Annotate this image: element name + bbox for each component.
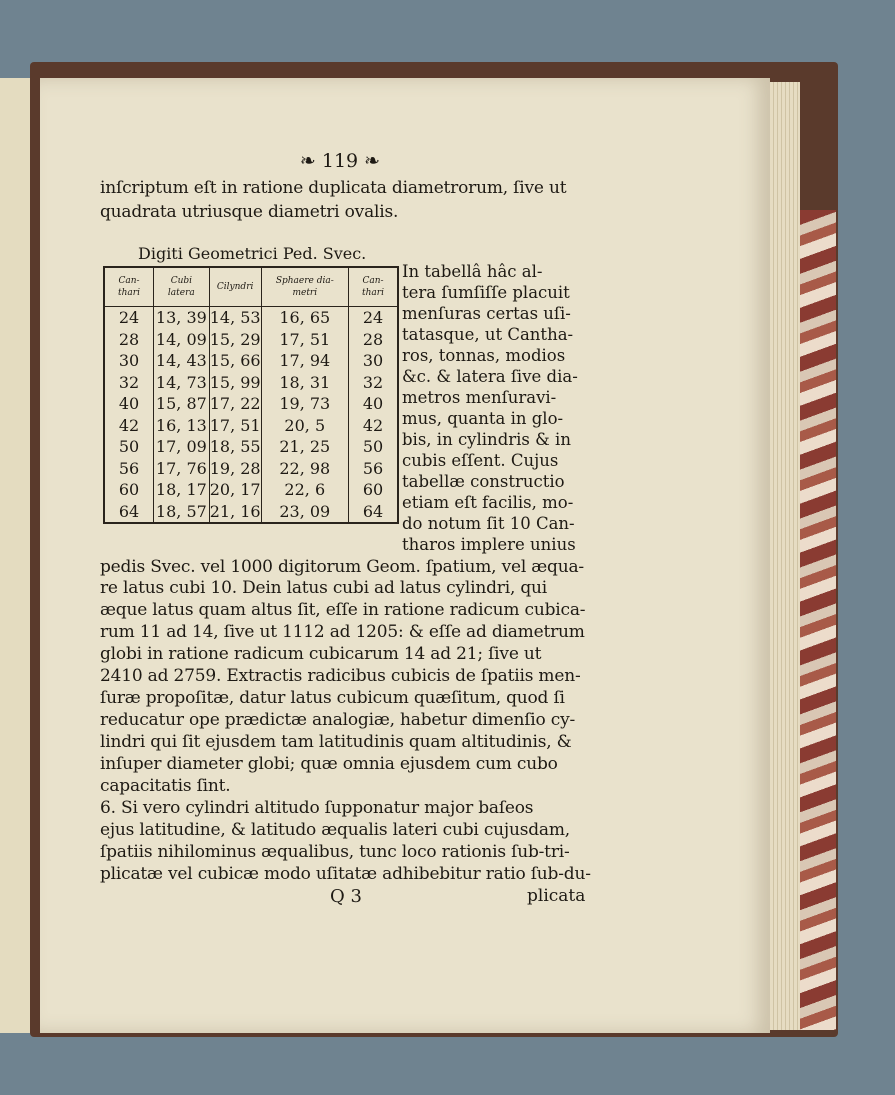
text-line: inſuper diameter globi; quæ omnia ejusdem cum cubo [100,754,558,774]
side-text-line: etiam eſt facilis, mo- [402,493,574,512]
table-cell: 56 [104,458,154,480]
side-text-line: In tabellâ hâc al- [402,262,543,281]
text-line: ſpatiis nihilominus æqualibus, tunc loco rationis ſub-tri- [100,842,570,862]
side-text-line: ros, tonnas, modios [402,346,566,365]
side-text-line: tatasque, ut Cantha- [402,325,574,344]
text-line: rum 11 ad 14, ſive ut 1112 ad 1205: & eſſe ad diametrum [100,622,585,642]
side-text-line: &c. & latera ſive dia- [402,367,578,386]
table-cell: 15, 87 [154,393,210,415]
side-text-line: cubis eſſent. Cujus [402,451,559,470]
marbled-edge [800,210,836,1030]
table-cell: 17, 51 [261,329,348,351]
table-cell: 20, 5 [261,415,348,437]
table-row [104,372,398,394]
text-line: inſcriptum eſt in ratione duplicata diametrorum, ſive ut [100,178,567,198]
table-cell: 16, 13 [154,415,210,437]
text-line: lindri qui ſit ejusdem tam latitudinis quam altitudinis, & [100,732,572,752]
page-number: 119 [321,150,359,172]
table-cell: 40 [104,393,154,415]
table-cell: 32 [104,372,154,394]
table-cell: 15, 99 [209,372,261,392]
table-cell: 18, 31 [261,372,348,394]
column-header: Can- thari [348,267,398,307]
column-header: Can- thari [104,267,154,307]
table-row [104,436,398,458]
catchword: plicata [527,886,586,906]
table-cell: 50 [104,436,154,458]
table-row [104,350,398,372]
table-cell: 32 [348,372,398,394]
table-cell: 19, 73 [261,393,348,415]
text-line: 6. Si vero cylindri altitudo ſupponatur major baſeos [100,798,534,818]
table-row [104,393,398,415]
table-cell: 42 [104,415,154,437]
side-text-line: menſuras certas uſi- [402,304,571,323]
text-line: ejus latitudine, & latitudo æqualis lateri cubi cujusdam, [100,820,570,840]
table-cell: 17, 22 [209,394,261,414]
table-cell: 40 [348,393,398,415]
text-line: plicatæ vel cubicæ modo uſitatæ adhibebitur ratio ſub-du- [100,864,591,884]
table-cell: 22, 6 [261,479,348,501]
table-cell: 30 [348,350,398,372]
table-cell: 28 [348,329,398,351]
side-text-line: do notum ſit 10 Can- [402,514,575,533]
table-row [104,501,398,524]
table-cell: 21, 25 [261,436,348,458]
page-number-header [270,150,410,172]
table-cell: 18, 55 [209,437,261,457]
text-line: 2410 ad 2759. Extractis radicibus cubicis de ſpatiis men- [100,666,581,686]
table-cell: 14, 43 [154,350,210,372]
table-cell: 64 [104,501,154,524]
table-cell: 50 [348,436,398,458]
text-line: æque latus quam altus ſit, eſſe in ratione radicum cubica- [100,600,586,620]
column-header: Cilyndri [209,267,261,307]
table-cell: 17, 76 [154,458,210,480]
table-row [104,479,398,501]
table-cell: 64 [348,501,398,524]
table-cell: 24 [348,307,398,329]
side-text-line: bis, in cylindris & in [402,430,571,449]
table-cell: 22, 98 [261,458,348,480]
table-cell: 17, 09 [154,436,210,458]
table-cell: 20, 17 [209,480,261,500]
table-cell: 21, 16 [209,501,261,524]
table-cell: 60 [104,479,154,501]
side-text-line: metros menſuravi- [402,388,557,407]
table-cell: 23, 09 [261,501,348,524]
text-line: globi in ratione radicum cubicarum 14 ad 21; ſive ut [100,644,542,664]
text-line: pedis Svec. vel 1000 digitorum Geom. ſpatium, vel æqua- [100,557,584,577]
side-text-line: mus, quanta in glo- [402,409,564,428]
text-line: re latus cubi 10. Dein latus cubi ad latus cylindri, qui [100,578,548,598]
table-cell: 28 [104,329,154,351]
table-row [104,329,398,351]
table-cell: 15, 66 [209,351,261,371]
table-cell: 18, 17 [154,479,210,501]
table-row [104,307,398,329]
table-caption: Digiti Geometrici Ped. Svec. [138,244,367,263]
table-cell: 24 [104,307,154,329]
table-cell: 14, 73 [154,372,210,394]
side-text-line: tabellæ constructio [402,472,565,491]
table-cell: 14, 53 [209,308,261,328]
side-text-line: tera ſumſiſſe placuit [402,283,570,302]
table-cell: 13, 39 [154,307,210,329]
table-cell: 14, 09 [154,329,210,351]
table-row [104,415,398,437]
text-line: reducatur ope prædictæ analogiæ, habetur dimenſio cy- [100,710,576,730]
data-table [103,266,399,524]
table-cell: 56 [348,458,398,480]
table-cell: 15, 29 [209,329,261,349]
column-header: Cubi latera [154,267,210,307]
table-cell: 16, 65 [261,307,348,329]
table-cell: 30 [104,350,154,372]
side-text-line: tharos implere unius [402,535,576,554]
signature-mark: Q 3 [330,886,362,907]
column-header: Sphaere dia- metri [261,267,348,307]
table-cell: 17, 94 [261,350,348,372]
table-cell: 17, 51 [209,415,261,435]
text-line: capacitatis ſint. [100,776,231,796]
table-cell: 19, 28 [209,458,261,478]
table-cell: 42 [348,415,398,437]
text-line: ſuræ propoſitæ, datur latus cubicum quæſitum, quod ſi [100,688,565,708]
ornament-left: ❧ [299,150,322,172]
text-line: quadrata utriusque diametri ovalis. [100,202,399,222]
table-row [104,458,398,480]
ornament-right: ❧ [358,150,381,172]
table-cell: 18, 57 [154,501,210,524]
table-cell: 60 [348,479,398,501]
